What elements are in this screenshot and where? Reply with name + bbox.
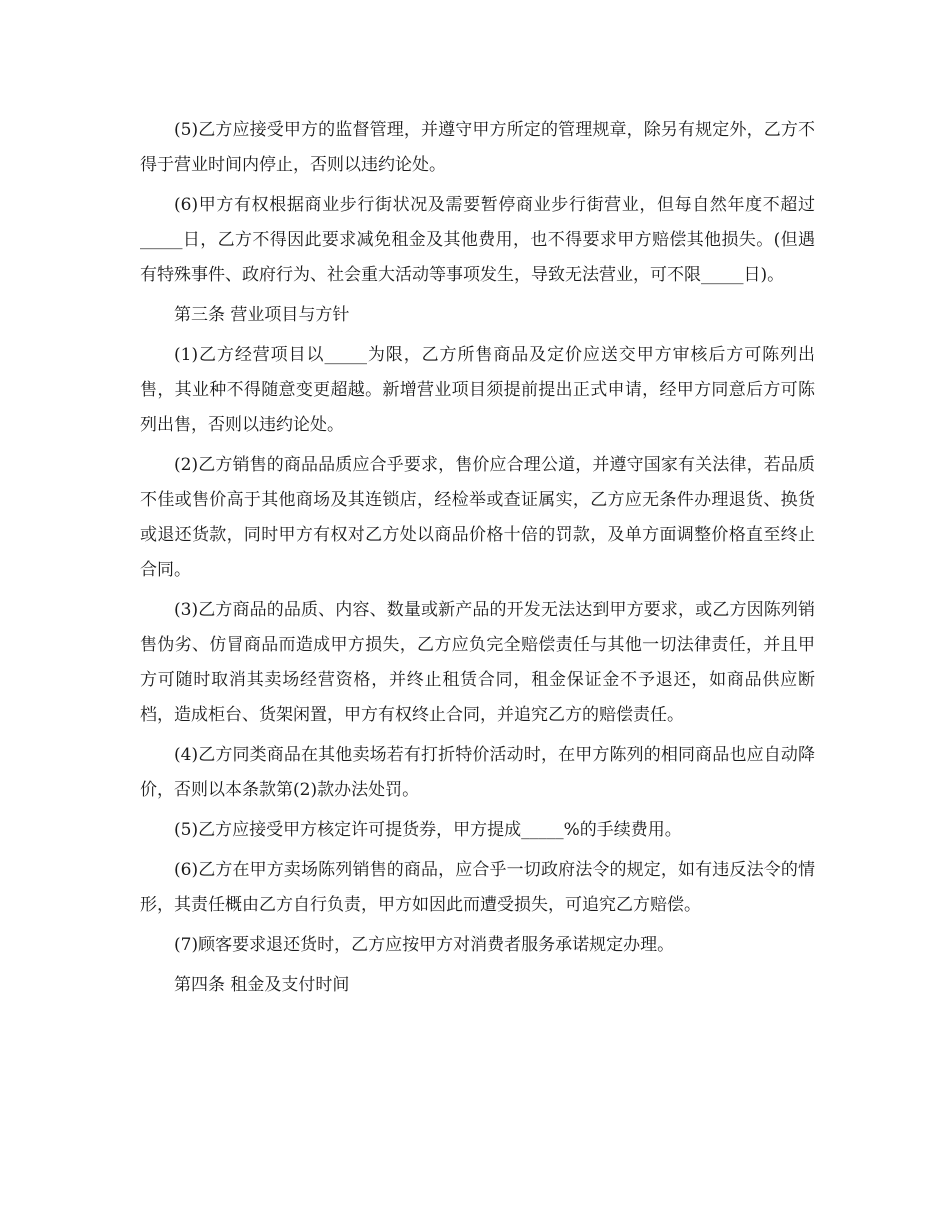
clause-paragraph: (5)乙方应接受甲方的监督管理，并遵守甲方所定的管理规章，除另有规定外，乙方不得于营业时间内停止，否则以违约论处。 bbox=[140, 120, 815, 175]
clause-paragraph: (7)顾客要求退还货时，乙方应按甲方对消费者服务承诺规定办理。 bbox=[174, 935, 675, 955]
clause-paragraph: (5)乙方应接受甲方核定许可提货券，甲方提成_____%的手续费用。 bbox=[174, 820, 682, 840]
document-body bbox=[140, 113, 815, 1008]
clause-paragraph: (6)乙方在甲方卖场陈列销售的商品，应合乎一切政府法令的规定，如有违反法令的情形，其责任概由乙方自行负责，甲方如因此而遭受损失，可追究乙方赔偿。 bbox=[140, 860, 815, 915]
clause-paragraph: (2)乙方销售的商品品质应合乎要求，售价应合理公道，并遵守国家有关法律，若品质不佳或售价高于其他商场及其连锁店，经检举或查证属实，乙方应无条件办理退货、换货或退还货款，同时甲方有权对乙方处以商品价格十倍的罚款，及单方面调整价格直至终止合同。 bbox=[140, 455, 815, 580]
article-heading: 第三条 营业项目与方针 bbox=[174, 305, 350, 325]
clause-paragraph: (1)乙方经营项目以_____为限，乙方所售商品及定价应送交甲方审核后方可陈列出售，其业种不得随意变更超越。新增营业项目须提前提出正式申请，经甲方同意后方可陈列出售，否则以违约论处。 bbox=[140, 345, 815, 435]
clause-paragraph: (3)乙方商品的品质、内容、数量或新产品的开发无法达到甲方要求，或乙方因陈列销售伪劣、仿冒商品而造成甲方损失，乙方应负完全赔偿责任与其他一切法律责任，并且甲方可随时取消其卖场经营资格，并终止租赁合同，租金保证金不予退还，如商品供应断档，造成柜台、货架闲置，甲方有权终止合同，并追究乙方的赔偿责任。 bbox=[140, 600, 815, 725]
article-heading: 第四条 租金及支付时间 bbox=[174, 975, 350, 995]
clause-paragraph: (4)乙方同类商品在其他卖场若有打折特价活动时，在甲方陈列的相同商品也应自动降价，否则以本条款第(2)款办法处罚。 bbox=[140, 745, 815, 800]
clause-paragraph: (6)甲方有权根据商业步行街状况及需要暂停商业步行街营业，但每自然年度不超过_____日，乙方不得因此要求减免租金及其他费用，也不得要求甲方赔偿其他损失。(但遇有特殊事件、政府行为、社会重大活动等事项发生，导致无法营业，可不限_____日)。 bbox=[140, 195, 815, 285]
